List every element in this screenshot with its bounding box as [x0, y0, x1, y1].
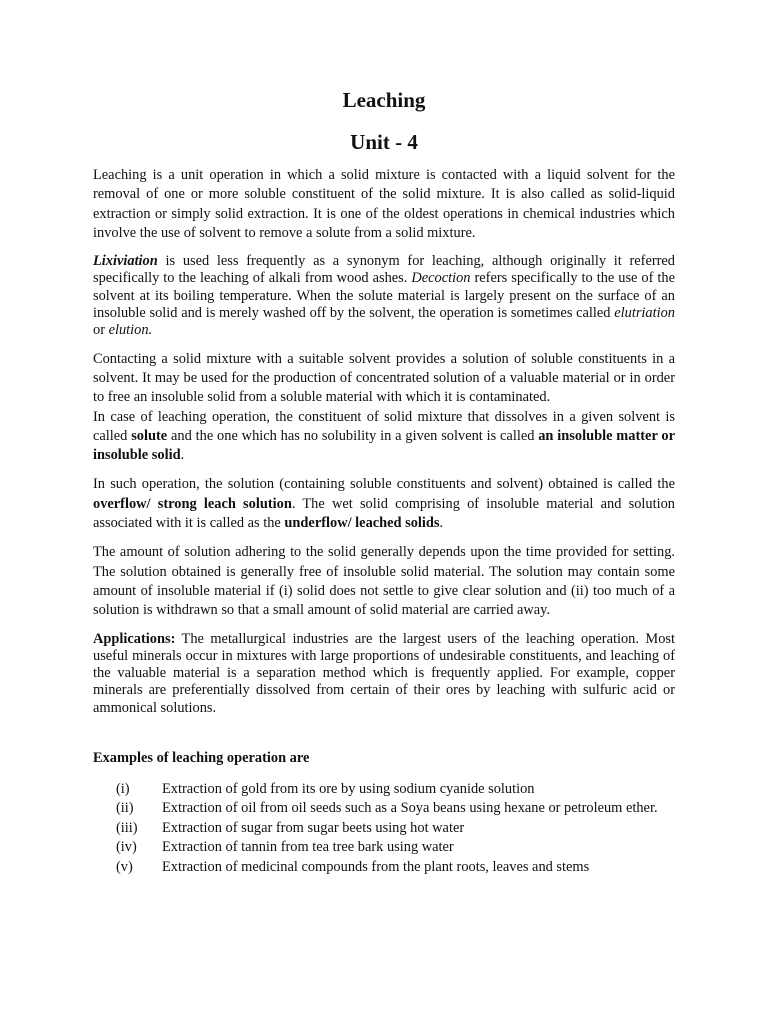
list-item-number: (iii): [116, 819, 138, 836]
term-decoction: Decoction: [411, 270, 471, 287]
term-elutriation: elutriation: [614, 305, 675, 322]
term-lixiviation: Lixiviation: [93, 253, 158, 270]
paragraph-adhering-solution: The amount of solution adhering to the solid generally depends upon the time provided for setting. The solution obtained is generally free of insoluble solid material. The solution may contain some amount of insoluble material if (i) solid does not settle to give clear solution and (ii) too much of a solution is withdrawn so that a small amount of solid material are carried away.: [93, 544, 675, 619]
list-item: [93, 858, 675, 877]
page-title: Leaching: [342, 88, 426, 112]
paragraph-lixiviation: Lixiviation is used less frequently as a synonym for leaching, although originally it referred specifically to the leaching of alkali from wood ashes. Decoction refers specifically to the use of the solvent at its boiling temperature. When the solute material is largely present on the surface of an insoluble solid and is merely washed off by the solvent, the operation is sometimes called elutriation or elution.: [93, 253, 675, 339]
term-insoluble-solid: an insoluble matter or insoluble solid: [93, 427, 675, 464]
examples-heading: Examples of leaching operation are: [93, 750, 310, 767]
list-item: [93, 799, 675, 818]
paragraph-overflow: In such operation, the solution (containing soluble constituents and solvent) obtained is called the overflow/ strong leach solution. The wet solid comprising of insoluble material and solution associated with it is called as the underflow/ leached solids.: [93, 476, 675, 532]
list-item: [93, 819, 675, 838]
list-item-number: (v): [116, 858, 133, 875]
list-item-text: Extraction of oil from oil seeds such as a Soya beans using hexane or petroleum ether.: [162, 800, 658, 817]
paragraph-applications: Applications: The metallurgical industries are the largest users of the leaching operation. Most useful minerals occur in mixtures with large proportions of undesirable constituents, and leaching of the valuable material is a separation method which is frequently applied. For example, copper minerals are preferentially dissolved from certain of their ores by leaching with sulfuric acid or ammonical solutions.: [93, 630, 675, 716]
list-item-text: Extraction of medicinal compounds from the plant roots, leaves and stems: [162, 858, 590, 875]
list-item-number: (iv): [116, 839, 137, 856]
term-elution: elution.: [108, 322, 153, 339]
page-subtitle: Unit - 4: [350, 130, 418, 154]
list-item-text: Extraction of tannin from tea tree bark using water: [162, 839, 454, 856]
term-underflow: underflow/ leached solids: [284, 515, 440, 532]
term-overflow: overflow/ strong leach solution: [93, 495, 292, 512]
applications-label: Applications:: [93, 630, 176, 647]
list-item: [93, 838, 675, 857]
paragraph-intro: Leaching is a unit operation in which a solid mixture is contacted with a liquid solvent for the removal of one or more soluble constituent of the solid mixture. It is also called as solid-liquid extraction or simply solid extraction. It is one of the oldest operations in chemical industries which involve the use of solvent to remove a solute from a solid mixture.: [93, 167, 675, 241]
term-solute: solute: [131, 427, 168, 444]
document-body: [93, 166, 675, 877]
examples-list: [93, 780, 675, 877]
list-item-number: (i): [116, 781, 130, 798]
list-item: [93, 780, 675, 799]
paragraph-contacting: Contacting a solid mixture with a suitable solvent provides a solution of soluble constituents in a solvent. It may be used for the production of concentrated solution of a valuable material or in order to free an insoluble solid from a soluble material with which it is contaminated. In case of leaching operation, the constituent of solid mixture that dissolves in a given solvent is called solute and the one which has no solubility in a given solvent is called an insoluble matter or insoluble solid.: [93, 350, 675, 464]
list-item-number: (ii): [116, 800, 134, 817]
list-item-text: Extraction of sugar from sugar beets using hot water: [162, 819, 465, 836]
list-item-text: Extraction of gold from its ore by using sodium cyanide solution: [162, 781, 535, 798]
